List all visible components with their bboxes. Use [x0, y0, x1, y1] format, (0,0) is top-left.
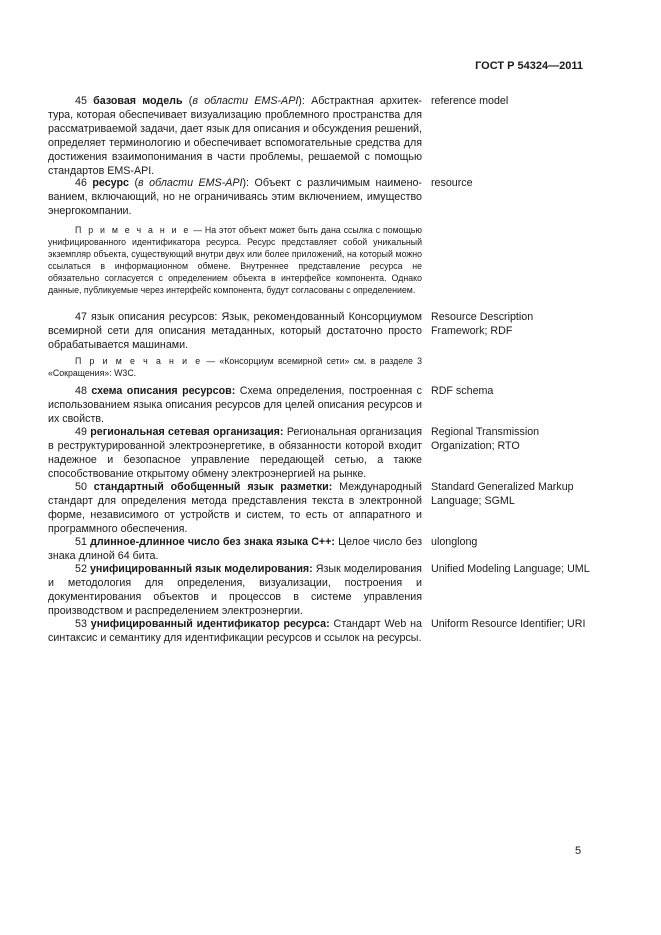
definition-text-cont: тура, которая обеспечивает визуализацию проблемного пространства для рассматриваемой задачи, дает язык для описания и обсуждения решений, определяет терминологию и обеспечивает вспомогательные средства для достижения взаимопонимания в части проблемы, решаемой с помощью стандартов EMS-API.: [48, 109, 422, 177]
domain-paren: (: [188, 95, 193, 107]
term-english: RDF schema: [431, 385, 494, 397]
domain-paren: (: [134, 177, 139, 189]
term-definition: [48, 562, 422, 618]
term-english: Uniform Resource Identifier; URI: [431, 618, 586, 630]
definition-text: Международный стандарт для определения метода представления текста в электронной форме, независимого от устройств и систем, то есть от аппаратного и программного обеспечения.: [48, 481, 422, 535]
term-domain: в области EMS-API: [138, 177, 243, 189]
term-definition: [48, 425, 422, 481]
page-number: 5: [575, 845, 582, 857]
term-name: стандартный обобщенный язык разметки:: [93, 481, 333, 493]
document-header: ГОСТ Р 54324—2011: [475, 60, 583, 72]
term-name: ресурс: [92, 177, 129, 189]
term-number: 49: [75, 426, 87, 438]
term-name: унифицированный язык моделирования:: [89, 563, 313, 575]
term-definition: [48, 617, 422, 645]
term-english: Resource Description Framework; RDF: [431, 311, 534, 337]
term-number: 51: [75, 536, 87, 548]
term-name: язык описания ресурсов:: [91, 311, 218, 323]
domain-paren: ):: [298, 95, 305, 107]
term-english: resource: [431, 177, 473, 189]
note-body: — «Консорциум всемирной сети» см. в разделе 3 «Сокращения»: W3C.: [48, 356, 422, 378]
definition-text: Язык моделирования и методология для определения, визуализации, построения и документирования объектов и процессов в системе управления производством и распределением электроэнергии.: [48, 563, 422, 617]
term-number: 50: [75, 481, 87, 493]
term-number: 46: [75, 177, 87, 189]
term-number: 48: [75, 385, 87, 397]
definition-text-cont: ванием, включающий, но не ограничиваясь этим включением, имущество энергокомпании.: [48, 191, 422, 217]
term-definition: [48, 535, 422, 563]
note-text: [48, 355, 422, 379]
term-number: 45: [75, 95, 87, 107]
term-name: схема описания ресурсов:: [91, 385, 236, 397]
term-name: региональная сетевая организация:: [90, 426, 284, 438]
term-english: reference model: [431, 95, 509, 107]
definition-text: Региональная организация в реструктурированной электроэнергетике, в обязанности которой входит надежное и безопасное управление передающей сетью, а также способствование открытому обмену электроэнергией на рынке.: [48, 426, 422, 480]
term-number: 53: [75, 618, 87, 630]
definition-text: Абстрактная архитек-: [304, 95, 422, 107]
term-name: унифицированный идентификатор ресурса:: [90, 618, 330, 630]
note-label: П р и м е ч а н и е: [75, 225, 191, 235]
domain-paren: ):: [242, 177, 250, 189]
note-text: [48, 224, 422, 296]
term-name: базовая модель: [93, 95, 183, 107]
definition-text: Стандарт Web на синтаксис и семантику для идентификации ресурсов и ссылок на ресурсы.: [48, 618, 422, 644]
term-definition: [48, 310, 422, 352]
definition-text: Язык, рекомендованный Консорциумом всемирной сети для описания метаданных, который достаточно просто обрабатывается машинами.: [48, 311, 422, 351]
definition-text: Схема определения, построенная с использованием языка описания ресурсов для целей описания ресурсов и их свойств.: [48, 385, 422, 425]
term-english: Regional Transmission Organization; RTO: [431, 426, 540, 452]
term-english: Unified Modeling Language; UML: [431, 563, 590, 575]
term-name: длинное-длинное число без знака языка С++:: [90, 536, 335, 548]
note-body: — На этот объект может быть дана ссылка с помощью унифицированного идентификатора ресурса. Ресурс представляет собой уникальный экземпляр объекта, существующий внутри двух или более приложений, на который можно ссылаться в информационном обмене. Внутреннее представление ресурса не обязательно согласуется с определением объекта в интерфейсе компонента. Однако данные, публикуемые через интерфейс компонента, будут согласованы с определением.: [48, 225, 422, 295]
definition-text: Целое число без знака длиной 64 бита.: [48, 536, 422, 562]
term-number: 47: [75, 311, 87, 323]
term-definition: [48, 176, 422, 218]
definition-text: Объект с различимым наимено-: [249, 177, 422, 189]
note-label: П р и м е ч а н и е: [75, 356, 203, 366]
term-definition: [48, 480, 422, 536]
term-english: ulonglong: [431, 536, 478, 548]
term-definition: [48, 94, 422, 178]
term-domain: в области EMS-API: [192, 95, 299, 107]
term-definition: [48, 384, 422, 426]
term-english: Standard Generalized Markup Language; SGML: [431, 481, 574, 507]
term-number: 52: [75, 563, 87, 575]
